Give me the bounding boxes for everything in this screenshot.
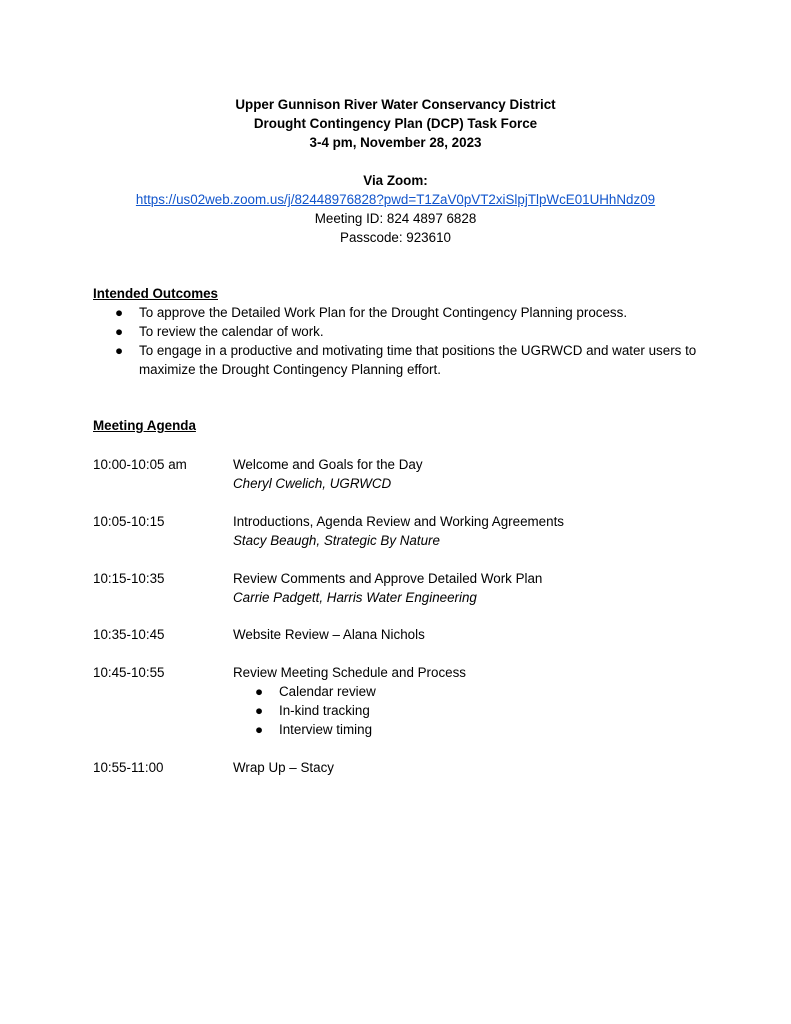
list-item [93, 341, 713, 379]
list-item [233, 701, 713, 720]
bullet-icon: ● [115, 343, 124, 358]
meeting-datetime: 3-4 pm, November 28, 2023 [309, 135, 482, 150]
agenda-presenter: Carrie Padgett, Harris Water Engineering [233, 590, 477, 605]
meeting-agenda-title-row [93, 416, 713, 435]
meeting-agenda-title: Meeting Agenda [93, 418, 196, 433]
agenda-subitem: Calendar review [279, 684, 376, 699]
agenda-subitem: Interview timing [279, 722, 373, 737]
list-item [93, 303, 713, 322]
agenda-topic: Website Review – Alana Nichols [233, 627, 425, 642]
agenda-topic: Review Meeting Schedule and Process [233, 665, 466, 680]
agenda-subitems [233, 682, 713, 739]
outcome-text: To engage in a productive and motivating time that positions the UGRWCD and water users to maximize the Drought Contingency Planning effort. [139, 343, 697, 377]
list-item [93, 322, 713, 341]
agenda-topic: Review Comments and Approve Detailed Work Plan [233, 571, 543, 586]
agenda-topic: Introductions, Agenda Review and Working Agreements [233, 514, 564, 529]
bullet-icon: ● [255, 703, 264, 718]
agenda-time: 10:05-10:15 [93, 514, 165, 529]
agenda-time: 10:35-10:45 [93, 627, 165, 642]
agenda-topic: Wrap Up – Stacy [233, 760, 334, 775]
agenda-presenter: Cheryl Cwelich, UGRWCD [233, 476, 392, 491]
via-zoom-label: Via Zoom: [363, 173, 428, 188]
agenda-time: 10:45-10:55 [93, 665, 165, 680]
intended-outcomes-section [93, 284, 713, 379]
outcomes-list [93, 303, 713, 379]
bullet-icon: ● [255, 722, 264, 737]
bullet-icon: ● [115, 324, 124, 339]
document-header [0, 95, 791, 247]
agenda-time: 10:55-11:00 [93, 760, 164, 775]
task-force-name: Drought Contingency Plan (DCP) Task Force [253, 116, 538, 131]
passcode: Passcode: 923610 [340, 230, 451, 245]
outcome-text: To review the calendar of work. [139, 324, 324, 339]
list-item [233, 720, 713, 739]
org-name: Upper Gunnison River Water Conservancy District [235, 97, 556, 112]
bullet-icon: ● [115, 305, 124, 320]
bullet-icon: ● [255, 684, 264, 699]
list-item [233, 682, 713, 701]
agenda-subitem: In-kind tracking [279, 703, 370, 718]
meeting-id: Meeting ID: 824 4897 6828 [314, 211, 477, 226]
agenda-time: 10:00-10:05 am [93, 457, 187, 472]
agenda-topic: Welcome and Goals for the Day [233, 457, 423, 472]
agenda-presenter: Stacy Beaugh, Strategic By Nature [233, 533, 440, 548]
outcome-text: To approve the Detailed Work Plan for the Drought Contingency Planning process. [139, 305, 628, 320]
intended-outcomes-title: Intended Outcomes [93, 286, 218, 301]
zoom-link[interactable]: https://us02web.zoom.us/j/82448976828?pwd=T1ZaV0pVT2xiSlpjTlpWcE01UHhNdz09 [135, 192, 656, 207]
agenda-time: 10:15-10:35 [93, 571, 165, 586]
